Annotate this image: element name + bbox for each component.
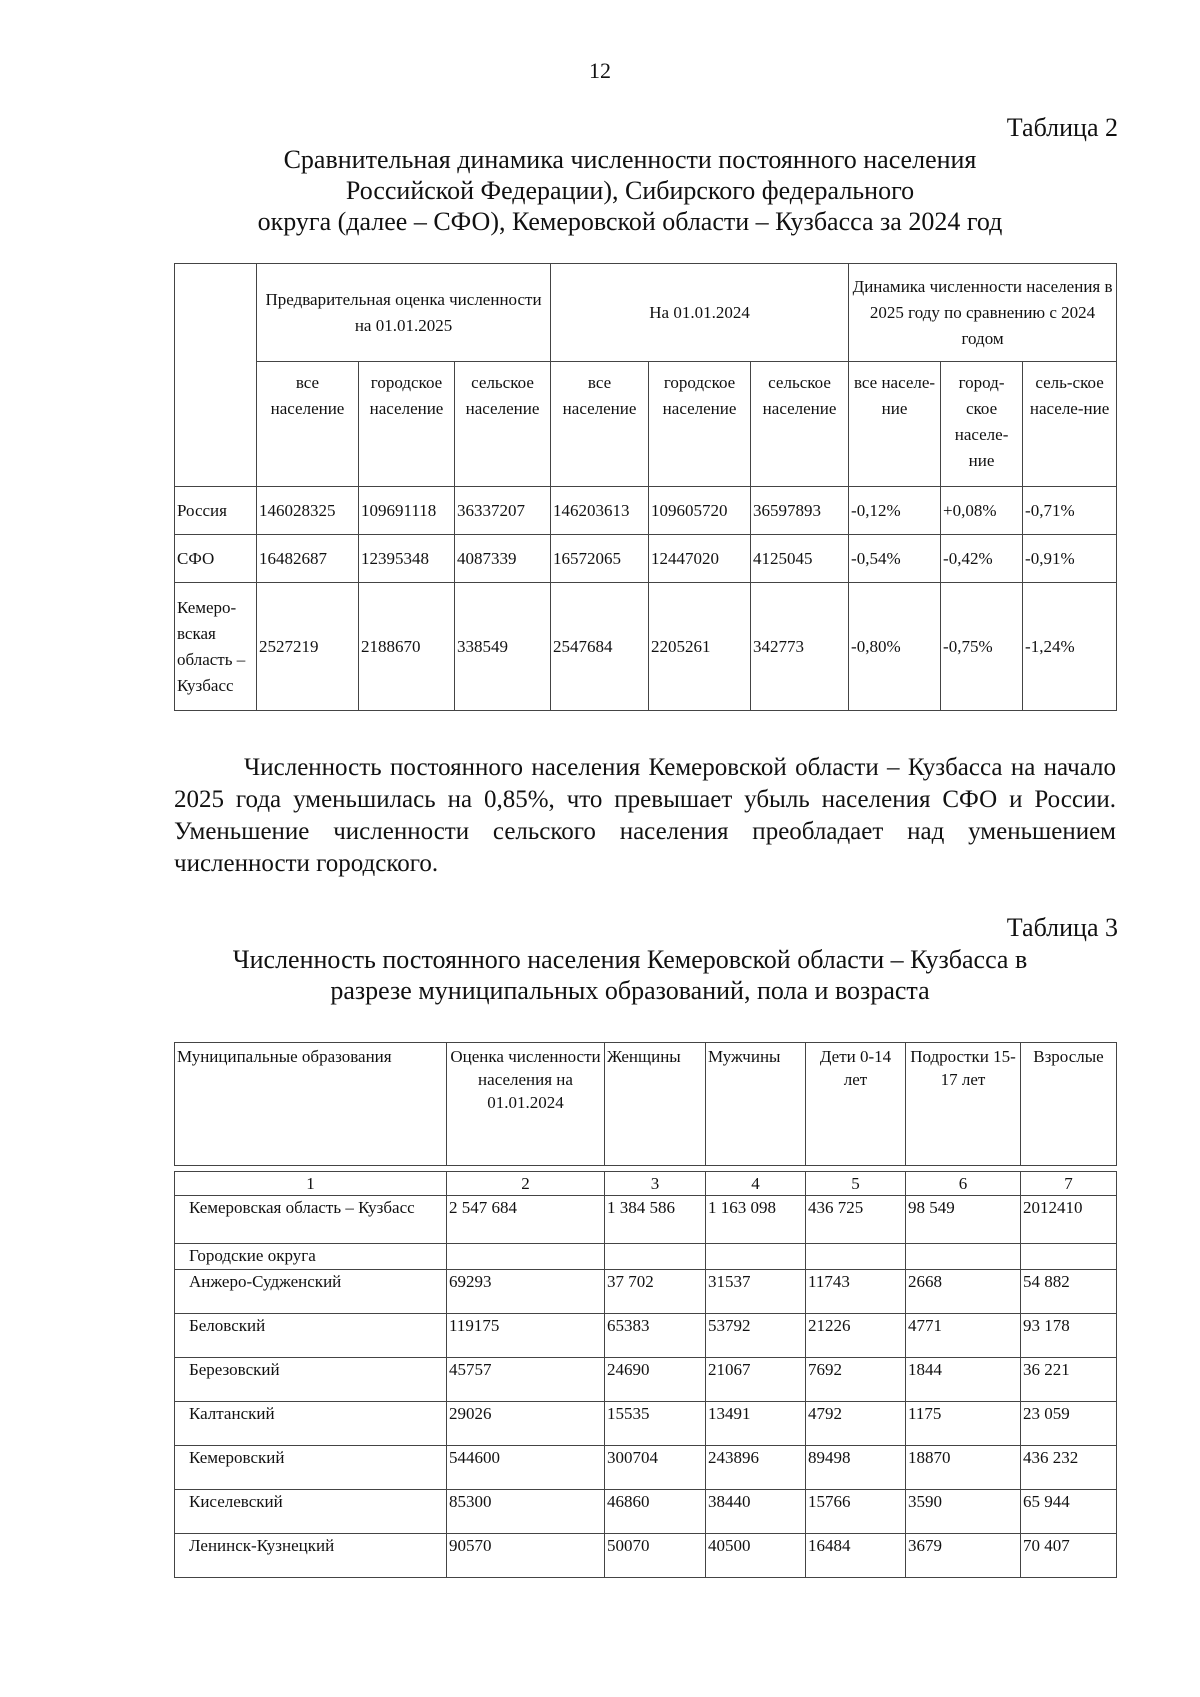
municipality-name: Кемеровский xyxy=(175,1446,447,1490)
table3-header: Дети 0-14 лет xyxy=(806,1043,906,1166)
table3-cell: 11743 xyxy=(806,1270,906,1314)
table3-cell: 13491 xyxy=(706,1402,806,1446)
table3-cell: 90570 xyxy=(447,1534,605,1578)
table2-cell: 109691118 xyxy=(359,487,455,535)
table-row xyxy=(175,1196,1117,1244)
table2-cell: +0,08% xyxy=(941,487,1023,535)
municipality-name: Калтанский xyxy=(175,1402,447,1446)
table2-sub-header: сельское население xyxy=(455,362,551,487)
table3-cell: 436 725 xyxy=(806,1196,906,1244)
table3-title xyxy=(180,944,1080,1006)
municipality-name: Беловский xyxy=(175,1314,447,1358)
table2-cell: -0,75% xyxy=(941,583,1023,711)
table3-cell: 15766 xyxy=(806,1490,906,1534)
table3-cell xyxy=(1021,1244,1117,1270)
table2-cell: -0,80% xyxy=(849,583,941,711)
table2-sub-header: сельское население xyxy=(751,362,849,487)
table2-cell: -0,42% xyxy=(941,535,1023,583)
table3-cell: 3590 xyxy=(906,1490,1021,1534)
body-paragraph: Численность постоянного населения Кемеровской области – Кузбасса на начало 2025 года уменьшилась на 0,85%, что превышает убыль населения СФО и России. Уменьшение численности сельского населения преобладает над уменьшением численности городского. xyxy=(174,754,1116,877)
table3-title-line: Численность постоянного населения Кемеровской области – Кузбасса в xyxy=(232,945,1028,974)
table2-sub-header: все населе-ние xyxy=(849,362,941,487)
table-row xyxy=(175,1534,1117,1578)
column-number: 1 xyxy=(175,1172,447,1196)
table2-cell: -0,91% xyxy=(1023,535,1117,583)
table-row xyxy=(175,1490,1117,1534)
column-number: 5 xyxy=(806,1172,906,1196)
table2-row-name: Россия xyxy=(175,487,257,535)
table3-cell: 98 549 xyxy=(906,1196,1021,1244)
table2-cell: -0,54% xyxy=(849,535,941,583)
column-number: 7 xyxy=(1021,1172,1117,1196)
table2-sub-header: все население xyxy=(551,362,649,487)
table3-cell xyxy=(906,1244,1021,1270)
table3-cell: 3679 xyxy=(906,1534,1021,1578)
table2-group-header: На 01.01.2024 xyxy=(551,264,849,362)
table3-cell: 89498 xyxy=(806,1446,906,1490)
table2-title-line: округа (далее – СФО), Кемеровской области – Кузбасса за 2024 год xyxy=(257,207,1003,236)
table2-cell: 342773 xyxy=(751,583,849,711)
table2-cell: 146028325 xyxy=(257,487,359,535)
table2-cell: -1,24% xyxy=(1023,583,1117,711)
table2-cell: 16482687 xyxy=(257,535,359,583)
table2-label: Таблица 2 xyxy=(1006,113,1118,142)
table3-cell: 4792 xyxy=(806,1402,906,1446)
table2-group-header: Предварительная оценка численности на 01.01.2025 xyxy=(257,264,551,362)
table3-cell: 65 944 xyxy=(1021,1490,1117,1534)
table-row xyxy=(175,1270,1117,1314)
table3-cell: 1844 xyxy=(906,1358,1021,1402)
table3-cell: 53792 xyxy=(706,1314,806,1358)
table3-header: Мужчины xyxy=(706,1043,806,1166)
table3-cell xyxy=(706,1244,806,1270)
table2-cell: -0,71% xyxy=(1023,487,1117,535)
table2-cell: 16572065 xyxy=(551,535,649,583)
table2-cell: -0,12% xyxy=(849,487,941,535)
table2-cell: 36337207 xyxy=(455,487,551,535)
column-number: 3 xyxy=(605,1172,706,1196)
page-number: 12 xyxy=(589,58,611,83)
table3-cell: 15535 xyxy=(605,1402,706,1446)
table2-cell: 146203613 xyxy=(551,487,649,535)
table3-cell: 46860 xyxy=(605,1490,706,1534)
table3-cell: 2668 xyxy=(906,1270,1021,1314)
table3-cell: 243896 xyxy=(706,1446,806,1490)
table3-cell: 544600 xyxy=(447,1446,605,1490)
table3-cell: 7692 xyxy=(806,1358,906,1402)
table3-cell: 18870 xyxy=(906,1446,1021,1490)
table2-cell: 109605720 xyxy=(649,487,751,535)
table3-header: Женщины xyxy=(605,1043,706,1166)
table2-cell: 2547684 xyxy=(551,583,649,711)
table3-cell: 93 178 xyxy=(1021,1314,1117,1358)
municipality-group-name: Городские округа xyxy=(175,1244,447,1270)
table2-sub-header: городское население xyxy=(649,362,751,487)
table2-title-line: Российской Федерации), Сибирского федерального xyxy=(345,176,915,205)
table3-cell xyxy=(806,1244,906,1270)
table3-header: Взрослые xyxy=(1021,1043,1117,1166)
column-number: 2 xyxy=(447,1172,605,1196)
table2-title xyxy=(200,144,1060,237)
table3-cell: 31537 xyxy=(706,1270,806,1314)
table3-cell: 300704 xyxy=(605,1446,706,1490)
municipality-name: Кемеровская область – Кузбасс xyxy=(175,1196,447,1244)
table-row xyxy=(175,1358,1117,1402)
table3-cell: 69293 xyxy=(447,1270,605,1314)
table2-sub-header: город-ское населе-ние xyxy=(941,362,1023,487)
table3-cell: 70 407 xyxy=(1021,1534,1117,1578)
table3-header: Муниципальные образования xyxy=(175,1043,447,1166)
table2-cell: 2205261 xyxy=(649,583,751,711)
table3-cell: 38440 xyxy=(706,1490,806,1534)
table2-cell: 36597893 xyxy=(751,487,849,535)
table3-cell: 65383 xyxy=(605,1314,706,1358)
table-row xyxy=(175,1314,1117,1358)
table2-cell: 12447020 xyxy=(649,535,751,583)
table3-cell: 1175 xyxy=(906,1402,1021,1446)
table2-cell: 4125045 xyxy=(751,535,849,583)
table2-cell: 2527219 xyxy=(257,583,359,711)
table3-cell: 40500 xyxy=(706,1534,806,1578)
table3-cell: 16484 xyxy=(806,1534,906,1578)
table3-cell xyxy=(447,1244,605,1270)
table2-cell: 338549 xyxy=(455,583,551,711)
table-row xyxy=(175,535,1117,583)
table2-group-header: Динамика численности населения в 2025 году по сравнению с 2024 годом xyxy=(849,264,1117,362)
table3-cell: 119175 xyxy=(447,1314,605,1358)
table3-cell: 36 221 xyxy=(1021,1358,1117,1402)
table3-cell: 21226 xyxy=(806,1314,906,1358)
table-row xyxy=(175,1446,1117,1490)
municipality-name: Киселевский xyxy=(175,1490,447,1534)
table3-cell: 4771 xyxy=(906,1314,1021,1358)
municipality-name: Анжеро-Судженский xyxy=(175,1270,447,1314)
table3-cell: 50070 xyxy=(605,1534,706,1578)
municipality-name: Березовский xyxy=(175,1358,447,1402)
table-row xyxy=(175,1172,1117,1196)
table3-title-line: разрезе муниципальных образований, пола и возраста xyxy=(330,976,930,1005)
table2-row-name: Кемеро-вская область – Кузбасс xyxy=(175,583,257,711)
table2-cell: 4087339 xyxy=(455,535,551,583)
table3-cell: 37 702 xyxy=(605,1270,706,1314)
table3-cell: 54 882 xyxy=(1021,1270,1117,1314)
table3-cell: 436 232 xyxy=(1021,1446,1117,1490)
table2-cell: 2188670 xyxy=(359,583,455,711)
municipal-population-table xyxy=(174,1171,1117,1578)
table-row xyxy=(175,1402,1117,1446)
table3-cell: 29026 xyxy=(447,1402,605,1446)
municipality-name: Ленинск-Кузнецкий xyxy=(175,1534,447,1578)
table3-cell: 2012410 xyxy=(1021,1196,1117,1244)
table-row xyxy=(175,1244,1117,1270)
table2-row-name: СФО xyxy=(175,535,257,583)
table-row xyxy=(175,487,1117,535)
table3-label: Таблица 3 xyxy=(1006,913,1118,942)
table2-sub-header: городское население xyxy=(359,362,455,487)
table3-cell: 21067 xyxy=(706,1358,806,1402)
table3-cell: 23 059 xyxy=(1021,1402,1117,1446)
table3-cell: 85300 xyxy=(447,1490,605,1534)
table2-sub-header: сель-ское населе-ние xyxy=(1023,362,1117,487)
table2-title-line: Сравнительная динамика численности постоянного населения xyxy=(283,145,977,174)
table3-cell: 24690 xyxy=(605,1358,706,1402)
table2-sub-header: все население xyxy=(257,362,359,487)
table2-corner-cell xyxy=(175,264,257,487)
table3-cell: 1 163 098 xyxy=(706,1196,806,1244)
column-number: 6 xyxy=(906,1172,1021,1196)
table3-header: Оценка численности населения на 01.01.2024 xyxy=(447,1043,605,1166)
table3-header: Подростки 15-17 лет xyxy=(906,1043,1021,1166)
table3-cell: 2 547 684 xyxy=(447,1196,605,1244)
table3-cell xyxy=(605,1244,706,1270)
population-dynamics-table xyxy=(174,263,1117,711)
table3-cell: 45757 xyxy=(447,1358,605,1402)
table2-cell: 12395348 xyxy=(359,535,455,583)
table-row xyxy=(175,583,1117,711)
table3-cell: 1 384 586 xyxy=(605,1196,706,1244)
column-number: 4 xyxy=(706,1172,806,1196)
municipal-table-header xyxy=(174,1042,1117,1166)
